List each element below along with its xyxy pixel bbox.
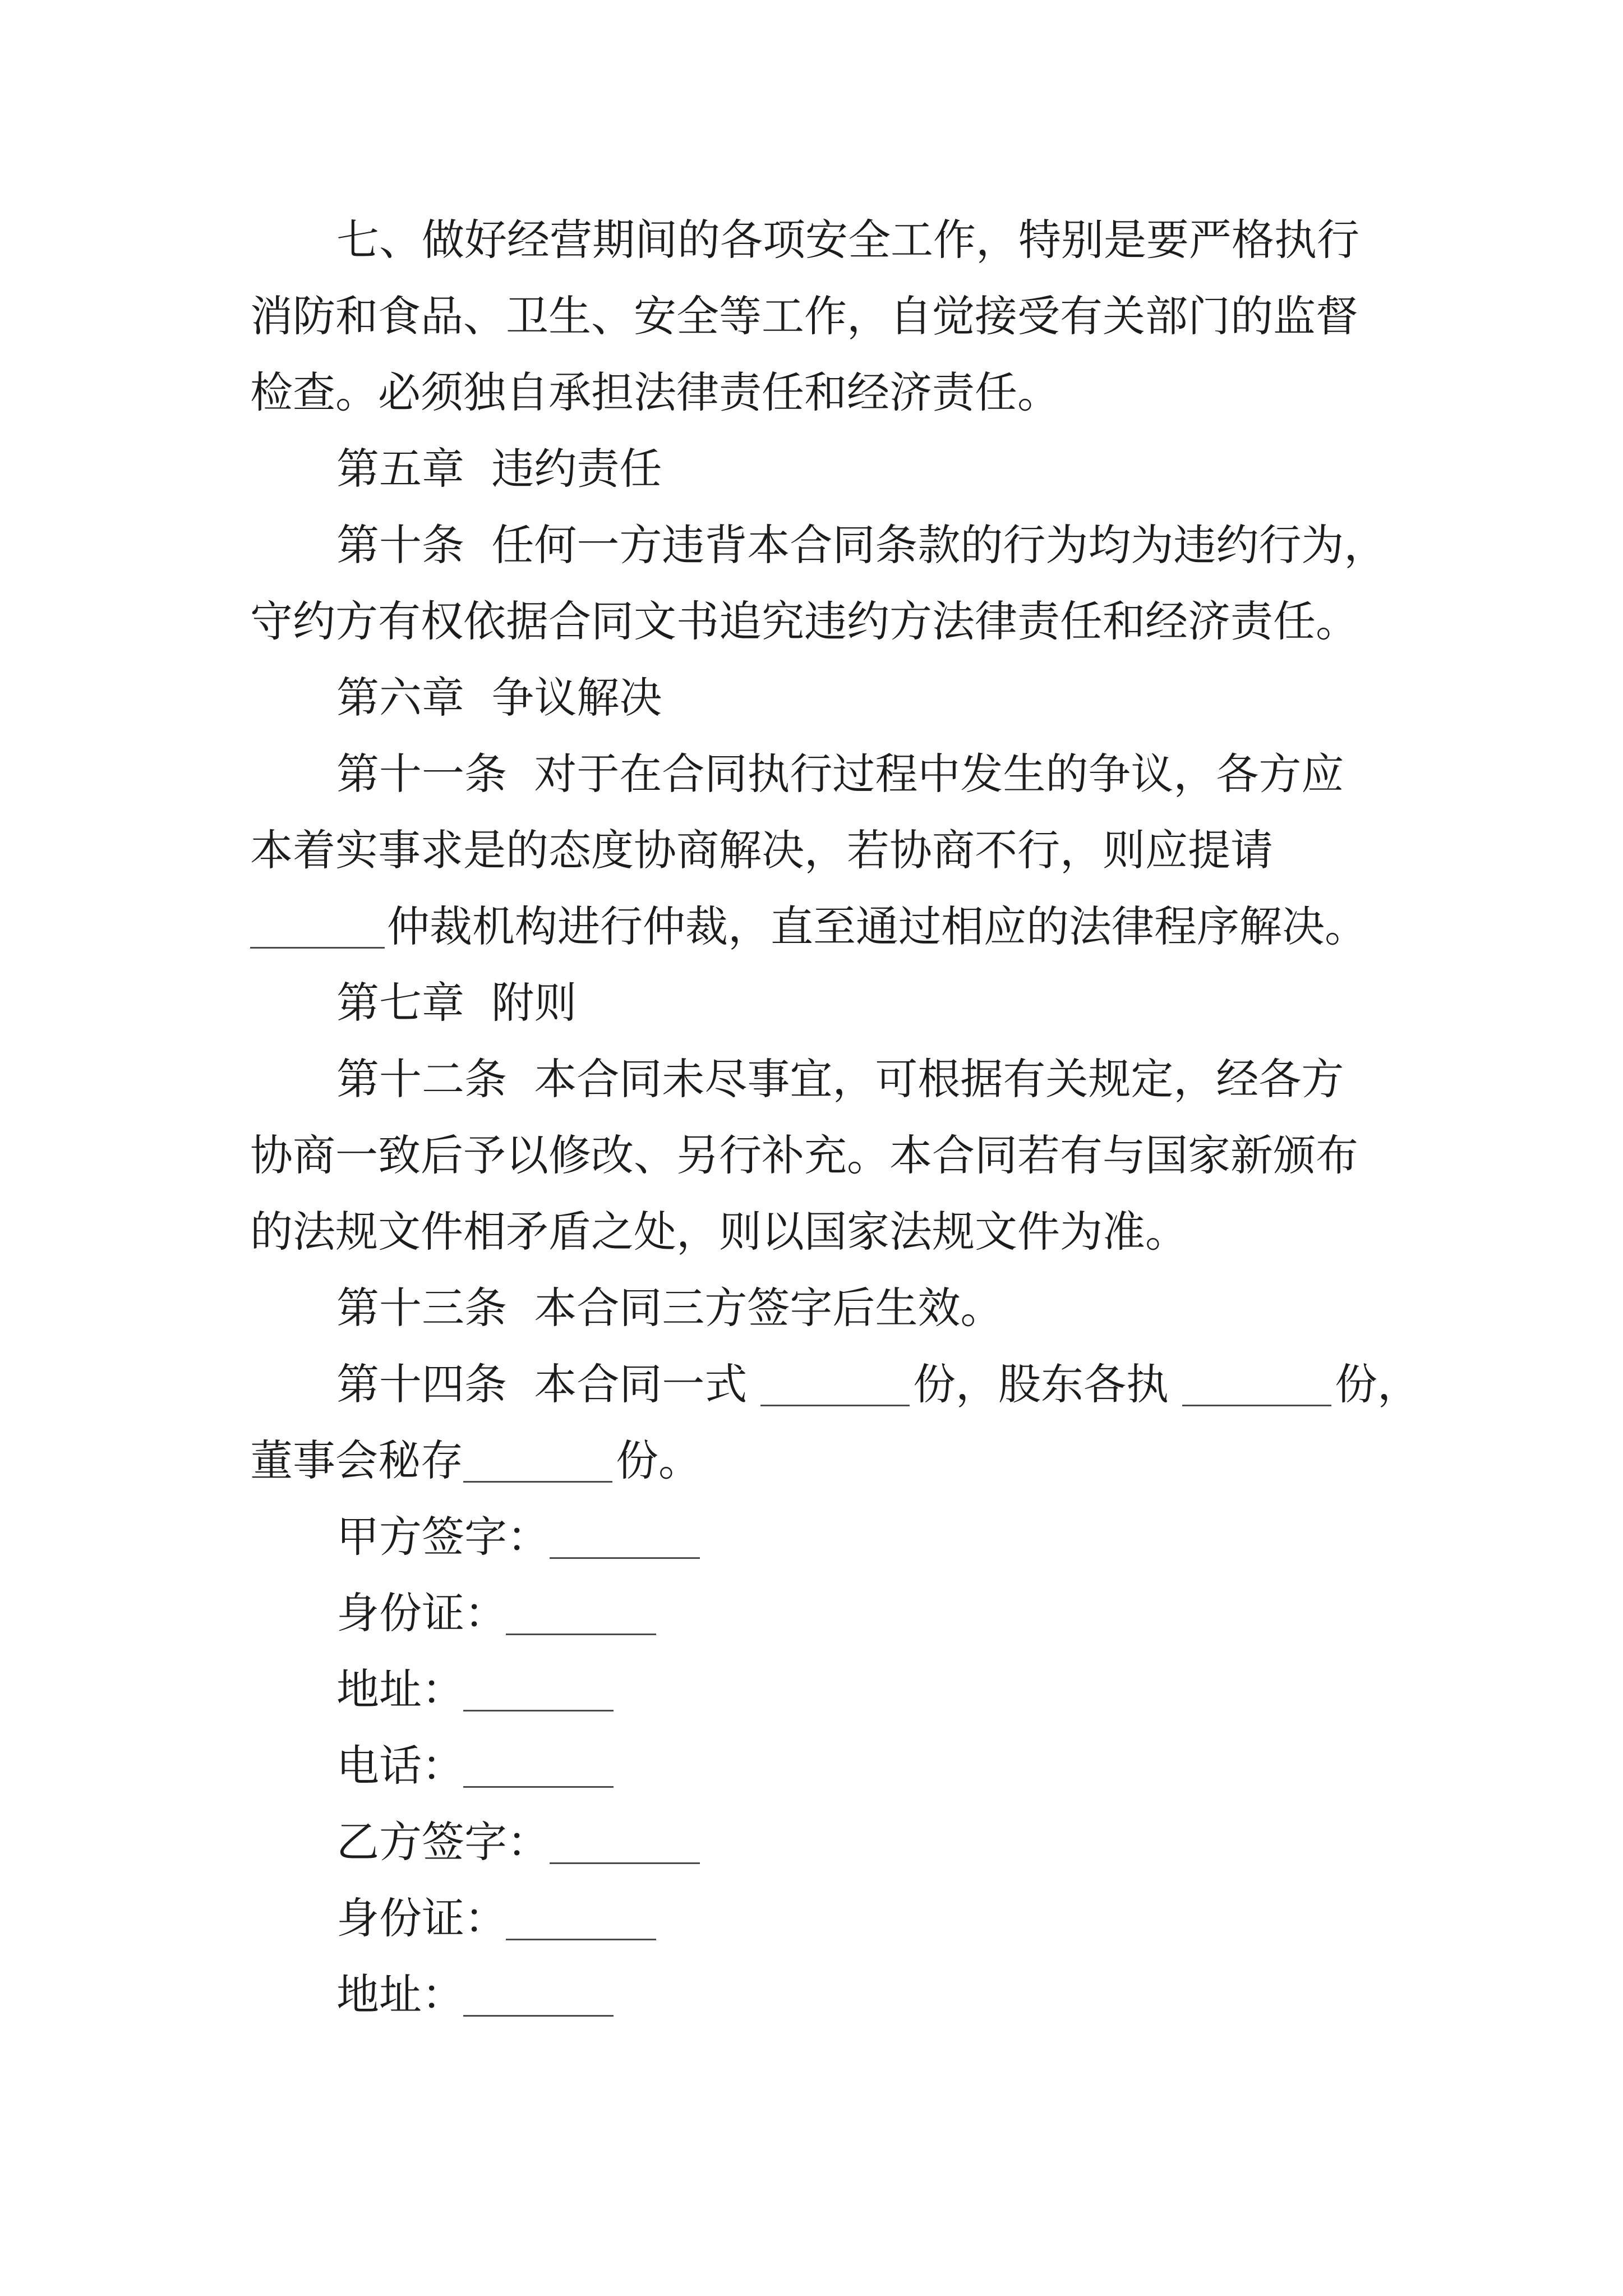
heading-text: 第七章 附则 (336, 978, 577, 1028)
text-line (336, 520, 1387, 570)
paragraph-text: 第十一条 对于在合同执行过程中发生的争议，各方应 (336, 749, 1344, 799)
address-field-party-b (336, 1970, 729, 2019)
text-line (250, 291, 1358, 341)
paragraph-text: 本着实事求是的态度协商解决，若协商不行，则应提请 (250, 825, 1273, 875)
chapter-heading (336, 673, 662, 723)
phone-field-party-a (336, 1741, 729, 1791)
field-label: 乙方签字： (336, 1817, 550, 1867)
text-line (336, 1359, 1420, 1409)
paragraph-text: 七、做好经营期间的各项安全工作，特别是要严格执行 (336, 215, 1359, 265)
id-field-party-a (336, 1588, 729, 1638)
address-field-party-a (336, 1664, 729, 1714)
paragraph-text: 仲裁机构进行仲裁，直至通过相应的法律程序解决。 (387, 901, 1367, 951)
text-line (336, 215, 1359, 265)
text-line (250, 1435, 755, 1485)
field-label: 身份证： (336, 1893, 507, 1943)
paragraph-text: 消防和食品、卫生、安全等工作，自觉接受有关部门的监督 (250, 291, 1358, 341)
paragraph-text-mid: 份，股东各执 (913, 1359, 1169, 1409)
blank-underline (1182, 1405, 1331, 1406)
field-label: 身份证： (336, 1588, 507, 1638)
text-line (250, 825, 1273, 875)
heading-text: 第五章 违约责任 (336, 444, 662, 494)
chapter-heading (336, 978, 577, 1028)
paragraph-text: 守约方有权依据合同文书追究违约方法律责任和经济责任。 (250, 596, 1358, 646)
blank-underline (760, 1405, 910, 1406)
text-line (336, 1283, 1003, 1333)
text-line (336, 749, 1344, 799)
text-line (250, 1207, 1188, 1257)
paragraph-text-end: 份， (1335, 1359, 1420, 1409)
paragraph-text: 第十条 任何一方违背本合同条款的行为均为违约行为， (336, 520, 1387, 570)
paragraph-text: 第十二条 本合同未尽事宜，可根据有关规定，经各方 (336, 1054, 1344, 1104)
text-line (250, 1130, 1358, 1180)
blank-underline (506, 1939, 656, 1940)
text-line (336, 1054, 1344, 1104)
blank-underline (506, 1634, 656, 1635)
chapter-heading (336, 444, 662, 494)
paragraph-text: 第十三条 本合同三方签字后生效。 (336, 1283, 1003, 1333)
field-label: 地址： (336, 1970, 464, 2019)
signature-field-party-a (336, 1512, 729, 1562)
signature-field-party-b (336, 1817, 729, 1867)
paragraph-text: 董事会秘存 (250, 1435, 463, 1485)
blank-underline (250, 947, 385, 949)
blank-underline (550, 1862, 700, 1864)
field-label: 电话： (336, 1741, 464, 1791)
paragraph-text: 第十四条 本合同一式 (336, 1359, 748, 1409)
heading-text: 第六章 争议解决 (336, 673, 662, 723)
paragraph-text: 协商一致后予以修改、另行补充。本合同若有与国家新颁布 (250, 1130, 1358, 1180)
text-line (250, 367, 1060, 417)
blank-underline (550, 1557, 700, 1559)
field-label: 地址： (336, 1664, 464, 1714)
id-field-party-b (336, 1893, 729, 1943)
paragraph-text: 检查。必须独自承担法律责任和经济责任。 (250, 367, 1060, 417)
blank-underline (463, 1786, 614, 1788)
paragraph-text-end: 份。 (616, 1435, 701, 1485)
text-line (250, 596, 1358, 646)
paragraph-text: 的法规文件相矛盾之处，则以国家法规文件为准。 (250, 1207, 1188, 1257)
blank-underline (463, 1710, 614, 1711)
blank-underline (463, 1481, 612, 1483)
blank-underline (463, 2015, 614, 2017)
field-label: 甲方签字： (336, 1512, 550, 1562)
